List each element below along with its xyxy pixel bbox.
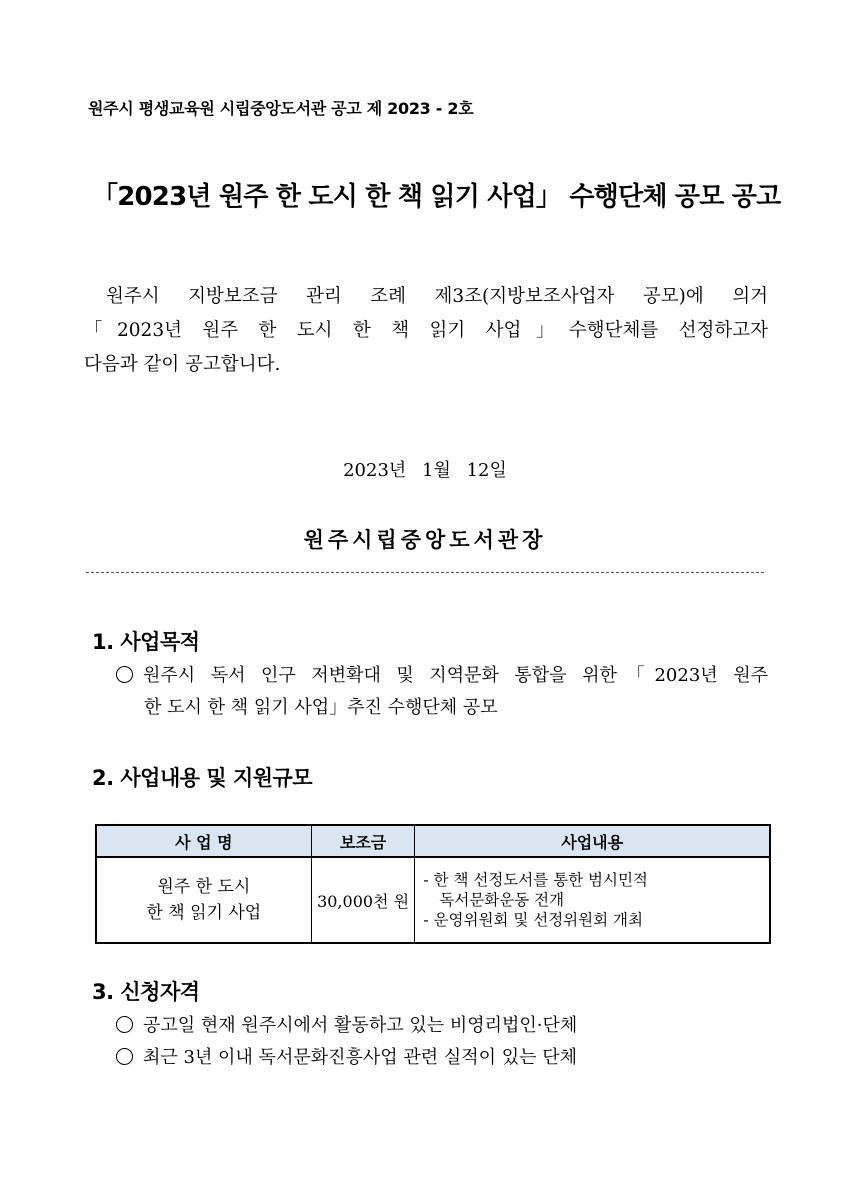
circle-bullet-icon	[116, 666, 133, 683]
bullet-text: 최근 3년 이내 독서문화진흥사업 관련 실적이 있는 단체	[143, 1047, 578, 1068]
intro-line: 다음과 같이 공고합니다.	[84, 354, 281, 375]
subsidy-cell: 30,000천 원	[311, 857, 415, 943]
column-header: 보조금	[311, 825, 415, 857]
section-heading-purpose: 1. 사업목적	[92, 630, 200, 654]
circle-bullet-icon	[116, 1016, 133, 1033]
notice-number: 원주시 평생교육원 시립중앙도서관 공고 제 2023 - 2호	[88, 99, 474, 118]
list-item	[116, 1042, 768, 1074]
grant-table	[95, 824, 771, 944]
detail-line: - 운영위원회 및 선정위원회 개최	[423, 911, 643, 929]
circle-bullet-icon	[116, 1048, 133, 1065]
intro-line: 원주시 지방보조금 관리 조례 제3조(지방보조사업자 공모)에 의거	[106, 286, 768, 307]
intro-paragraph	[84, 280, 768, 382]
intro-line: 「2023년 원주 한 도시 한 책 읽기 사업」수행단체를 선정하고자	[84, 320, 768, 341]
detail-line: - 한 책 선정도서를 통한 범시민적	[423, 871, 648, 889]
signer: 원주시립중앙도서관장	[303, 527, 547, 552]
bullet-text-continued: 한 도시 한 책 읽기 사업」추진 수행단체 공모	[144, 697, 498, 718]
notice-date: 2023년 1월 12일	[343, 460, 507, 481]
detail-line: 독서문화운동 전개	[439, 891, 565, 909]
column-header: 사 업 명	[96, 825, 311, 857]
list-item	[116, 1010, 768, 1042]
list-item	[116, 660, 768, 724]
bullet-text: 원주시 독서 인구 저변확대 및 지역문화 통합을 위한「2023년 원주	[143, 665, 768, 686]
project-details-cell	[415, 857, 770, 943]
project-name-line: 한 책 읽기 사업	[146, 903, 262, 923]
column-header: 사업내용	[415, 825, 770, 857]
project-name-cell	[96, 857, 311, 943]
section-heading-eligibility: 3. 신청자격	[92, 980, 200, 1004]
table-header-row	[96, 825, 770, 857]
section-heading-content: 2. 사업내용 및 지원규모	[92, 766, 313, 790]
project-name-line: 원주 한 도시	[157, 877, 251, 897]
divider	[86, 572, 764, 573]
table-row	[96, 857, 770, 943]
bullet-text: 공고일 현재 원주시에서 활동하고 있는 비영리법인·단체	[143, 1015, 578, 1036]
page-title: 「2023년 원주 한 도시 한 책 읽기 사업」 수행단체 공모 공고	[92, 182, 781, 212]
